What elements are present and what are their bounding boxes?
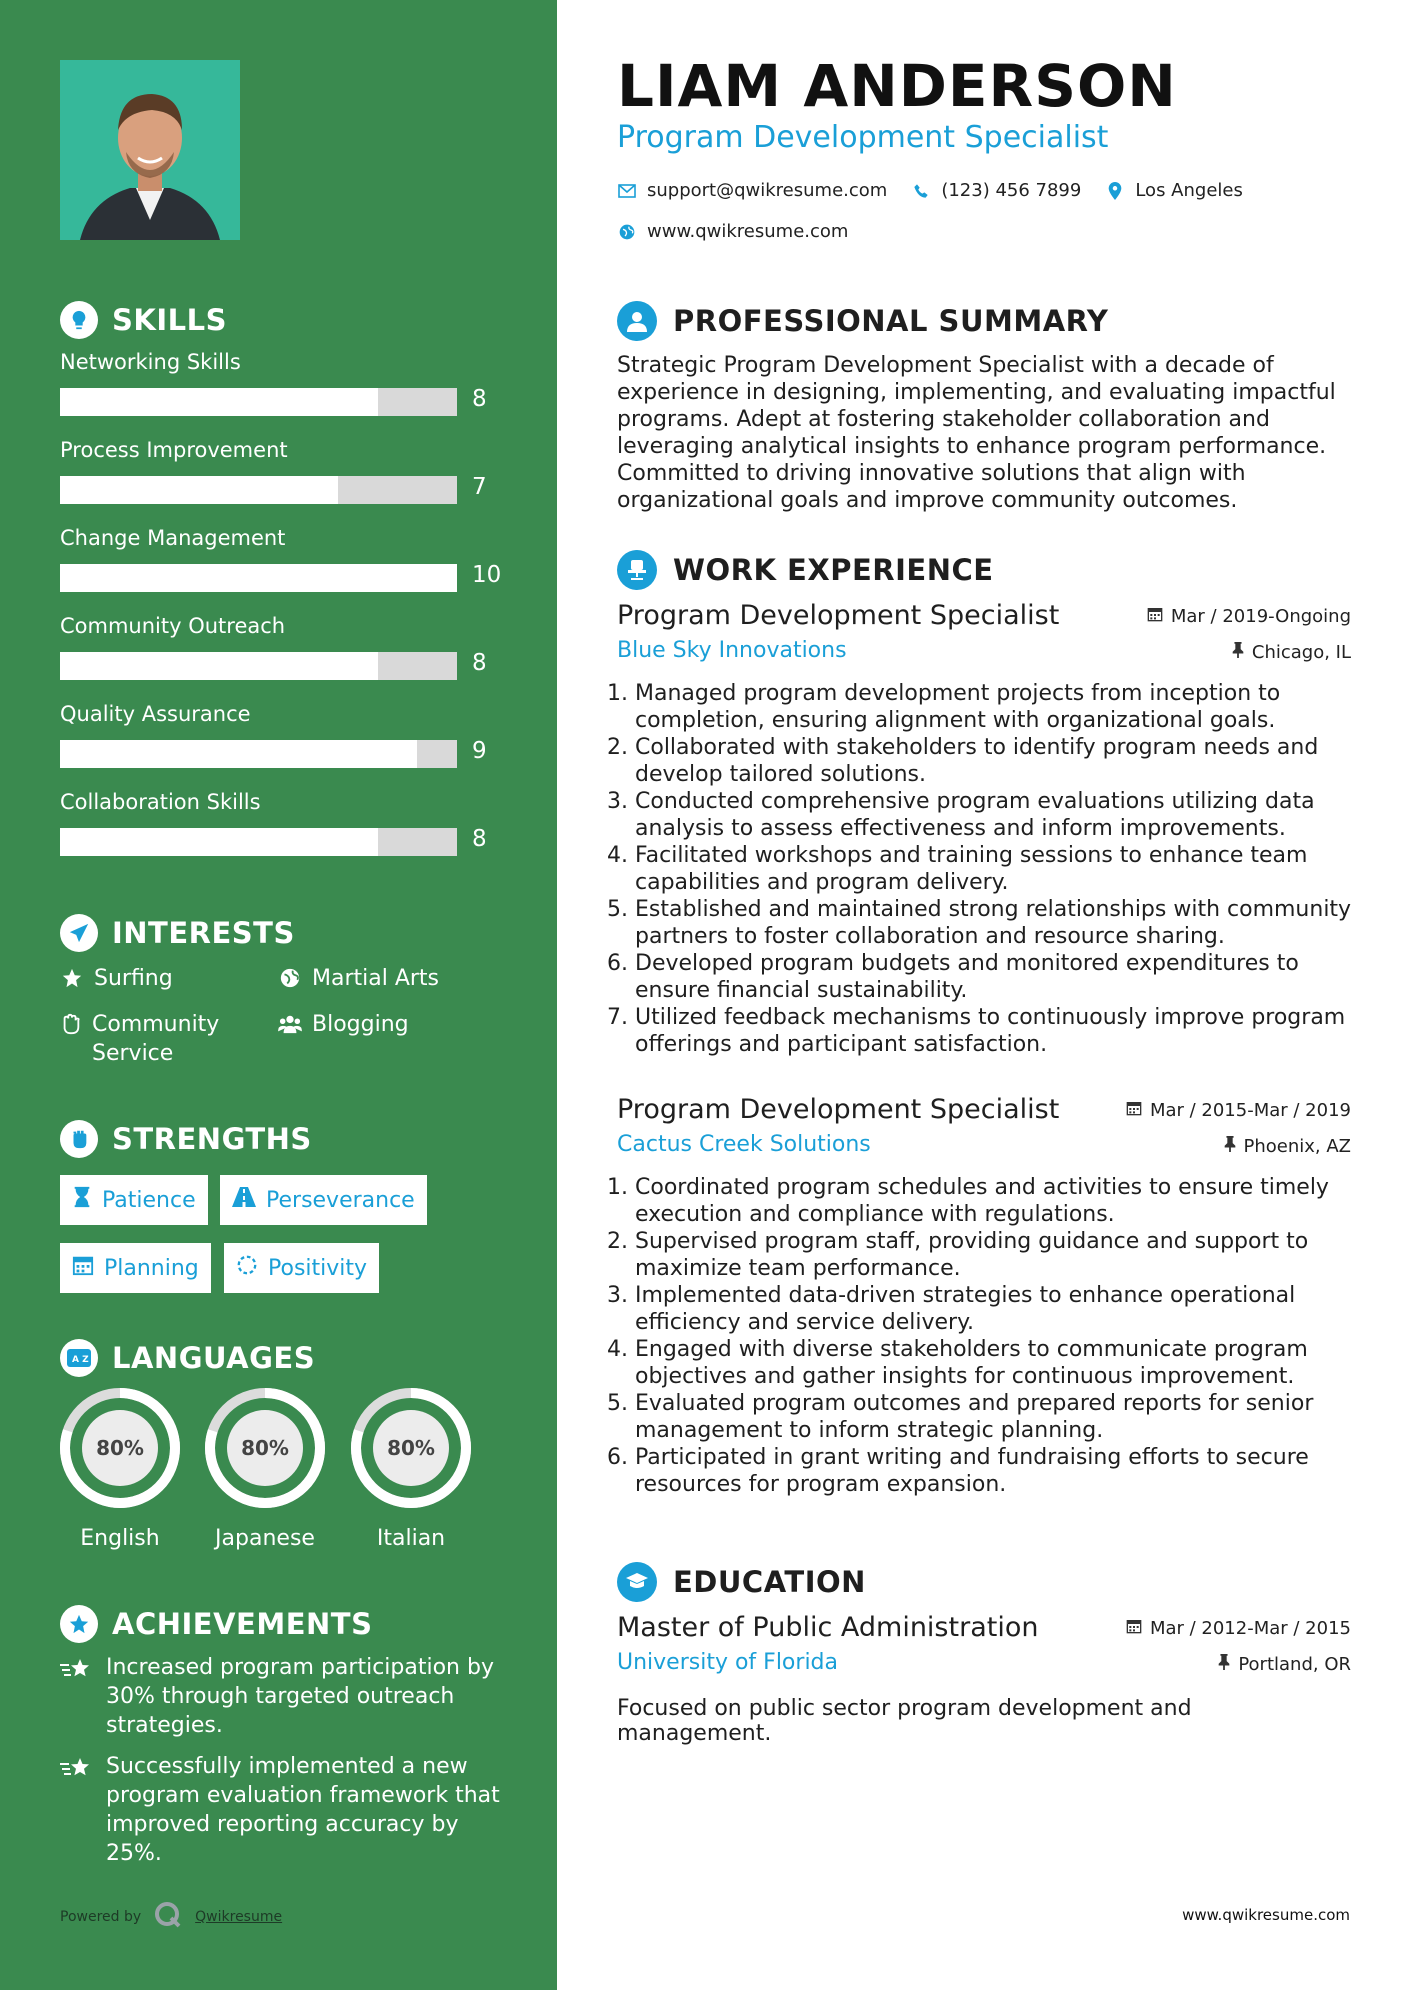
education-description: Focused on public sector program development and management. — [617, 1696, 1192, 1746]
map-marker-icon — [1105, 181, 1125, 201]
contact-row — [617, 180, 1243, 201]
education-title: EDUCATION — [673, 1565, 866, 1599]
achievement-item — [60, 1653, 500, 1740]
circle-notch-icon — [236, 1254, 258, 1282]
skill-bar — [60, 564, 457, 592]
job-duty: 1. Coordinated program schedules and activities to ensure timely execution and compliance with regulations. — [635, 1174, 1369, 1228]
job-location-text: Phoenix, AZ — [1243, 1136, 1351, 1157]
skill-bar — [60, 740, 457, 768]
interest-item — [60, 1010, 260, 1068]
skill-value: 9 — [472, 738, 487, 764]
strength-tag — [220, 1175, 427, 1225]
school-name: University of Florida — [617, 1650, 838, 1675]
job-entry — [617, 1094, 1351, 1497]
job-duty: 5. Evaluated program outcomes and prepared reports for senior management to inform strategic planning. — [635, 1390, 1369, 1444]
globe-icon — [278, 966, 302, 990]
strength-label: Planning — [104, 1255, 199, 1281]
skill-item — [60, 526, 520, 588]
skills-title: SKILLS — [112, 303, 227, 337]
skill-bar — [60, 828, 457, 856]
hand-icon — [60, 1012, 82, 1036]
skill-name: Change Management — [60, 526, 286, 550]
pin-icon — [1224, 1136, 1236, 1157]
job-duty: 2. Collaborated with stakeholders to identify program needs and develop tailored solutions. — [635, 734, 1369, 788]
hourglass-icon — [72, 1186, 92, 1214]
main-content — [557, 0, 1407, 1990]
skill-item — [60, 614, 520, 676]
strength-tag — [60, 1175, 208, 1225]
education-date-text: Mar / 2012-Mar / 2015 — [1149, 1618, 1351, 1639]
calendar-icon — [72, 1254, 94, 1282]
strengths-title: STRENGTHS — [112, 1122, 312, 1156]
powered-by-label: Powered by — [60, 1909, 142, 1925]
svg-text:A Z: A Z — [72, 1355, 89, 1365]
footer-website[interactable]: www.qwikresume.com — [1182, 1906, 1350, 1924]
shooting-star-icon — [60, 1655, 94, 1740]
candidate-title: Program Development Specialist — [617, 120, 1109, 155]
skill-value: 8 — [472, 826, 487, 852]
job-duty: 2. Supervised program staff, providing guidance and support to maximize team performance. — [635, 1228, 1369, 1282]
job-duty: 4. Facilitated workshops and training sessions to enhance team capabilities and program delivery. — [635, 842, 1369, 896]
language-item — [203, 1386, 327, 1551]
languages-heading — [60, 1339, 315, 1377]
job-title: Program Development Specialist — [617, 600, 1060, 631]
interests-heading — [60, 914, 295, 952]
work-heading — [617, 550, 994, 590]
strength-label: Patience — [102, 1187, 196, 1213]
phone-text[interactable]: (123) 456 7899 — [941, 180, 1082, 201]
interest-item — [278, 1010, 409, 1039]
language-ring — [349, 1386, 473, 1510]
job-duty: 6. Developed program budgets and monitored expenditures to ensure financial sustainability. — [635, 950, 1369, 1004]
skill-value: 8 — [472, 650, 487, 676]
summary-text: Strategic Program Development Specialist with a decade of experience in designing, implementing, and evaluating impactful programs. Adept at fostering stakeholder collaboration and leveraging analytical insights to enhance program performance. Committed to driving innovative solutions that align with organizational goals and improve community outcomes. — [617, 353, 1336, 513]
language-name: English — [80, 1526, 160, 1551]
summary-title: PROFESSIONAL SUMMARY — [673, 304, 1109, 338]
job-location — [1232, 642, 1351, 663]
job-date — [1126, 1100, 1351, 1121]
job-duty: 1. Managed program development projects from inception to completion, ensuring alignment with organizational goals. — [635, 680, 1369, 734]
qwikresume-link[interactable]: Qwikresume — [195, 1909, 283, 1925]
achievements-title: ACHIEVEMENTS — [112, 1607, 373, 1641]
education-heading — [617, 1562, 866, 1602]
pin-icon — [1218, 1654, 1230, 1675]
job-title: Program Development Specialist — [617, 1094, 1060, 1125]
road-icon — [232, 1187, 256, 1213]
achievement-text: Increased program participation by 30% through targeted outreach strategies. — [106, 1655, 494, 1738]
skill-value: 10 — [472, 562, 502, 588]
job-date — [1147, 606, 1351, 627]
user-icon — [617, 301, 657, 341]
website-row — [617, 221, 848, 242]
education-location-text: Portland, OR — [1238, 1654, 1351, 1675]
achievements-heading — [60, 1605, 372, 1643]
website-link[interactable]: www.qwikresume.com — [647, 221, 849, 242]
job-duties — [617, 680, 1369, 1058]
strength-label: Positivity — [268, 1255, 368, 1281]
skill-item — [60, 702, 520, 764]
lightbulb-icon — [60, 301, 98, 339]
language-name: Italian — [376, 1526, 446, 1551]
achievement-item — [60, 1752, 500, 1868]
skills-heading — [60, 301, 227, 339]
language-percent: 80% — [96, 1436, 144, 1460]
degree-title: Master of Public Administration — [617, 1612, 1039, 1643]
interest-item — [278, 964, 439, 993]
calendar-icon — [1147, 606, 1163, 627]
strength-label: Perseverance — [266, 1187, 415, 1213]
education-location — [1218, 1654, 1351, 1675]
skill-value: 8 — [472, 386, 487, 412]
sidebar — [0, 0, 557, 1990]
graduation-icon — [617, 1562, 657, 1602]
achievement-text: Successfully implemented a new program evaluation framework that improved reporting accuracy by 25%. — [106, 1754, 500, 1866]
office-chair-icon — [617, 550, 657, 590]
strength-tag — [60, 1243, 211, 1293]
job-duty: 3. Conducted comprehensive program evaluations utilizing data analysis to assess effectiveness and inform improvements. — [635, 788, 1369, 842]
skill-bar — [60, 476, 457, 504]
envelope-icon — [617, 181, 637, 201]
strength-tag — [224, 1243, 379, 1293]
profile-photo — [60, 60, 240, 240]
phone-icon — [911, 181, 931, 201]
pin-icon — [1232, 642, 1244, 663]
paper-plane-icon — [60, 914, 98, 952]
interest-label: Blogging — [312, 1012, 409, 1037]
education-date — [1126, 1618, 1351, 1639]
language-icon — [60, 1339, 98, 1377]
skill-name: Collaboration Skills — [60, 790, 261, 814]
job-duty: 5. Established and maintained strong relationships with community partners to foster collaboration and resource sharing. — [635, 896, 1369, 950]
skill-bar — [60, 652, 457, 680]
job-company: Cactus Creek Solutions — [617, 1132, 871, 1157]
interest-label: Community Service — [92, 1012, 220, 1066]
language-ring — [58, 1386, 182, 1510]
skill-name: Quality Assurance — [60, 702, 251, 726]
language-ring — [203, 1386, 327, 1510]
skill-item — [60, 790, 520, 852]
interests-title: INTERESTS — [112, 916, 295, 950]
skill-item — [60, 350, 520, 412]
star-icon — [60, 966, 84, 990]
email-text[interactable]: support@qwikresume.com — [647, 180, 888, 201]
skill-name: Process Improvement — [60, 438, 288, 462]
interest-label: Martial Arts — [312, 966, 440, 991]
interest-item — [60, 964, 173, 993]
language-percent: 80% — [241, 1436, 289, 1460]
language-item — [349, 1386, 473, 1551]
job-date-text: Mar / 2015-Mar / 2019 — [1149, 1100, 1351, 1121]
skill-bar — [60, 388, 457, 416]
users-icon — [278, 1012, 302, 1036]
skill-name: Networking Skills — [60, 350, 241, 374]
job-duty: 3. Implemented data-driven strategies to enhance operational efficiency and service delivery. — [635, 1282, 1369, 1336]
powered-by — [60, 1900, 282, 1934]
language-percent: 80% — [387, 1436, 435, 1460]
qwikresume-logo-icon — [153, 1900, 183, 1934]
languages-title: LANGUAGES — [112, 1341, 316, 1375]
job-duty: 4. Engaged with diverse stakeholders to communicate program objectives and gather insights for continuous improvement. — [635, 1336, 1369, 1390]
job-entry — [617, 600, 1352, 1057]
calendar-icon — [1126, 1100, 1142, 1121]
location-text: Los Angeles — [1135, 180, 1243, 201]
job-location-text: Chicago, IL — [1251, 642, 1351, 663]
candidate-name: LIAM ANDERSON — [617, 52, 1177, 120]
job-duty: 7. Utilized feedback mechanisms to continuously improve program offerings and participant satisfaction. — [635, 1004, 1369, 1058]
skill-name: Community Outreach — [60, 614, 286, 638]
language-item — [58, 1386, 182, 1551]
strengths-heading — [60, 1120, 312, 1158]
job-duties — [617, 1174, 1369, 1498]
language-name: Japanese — [215, 1526, 315, 1551]
star-badge-icon — [60, 1605, 98, 1643]
education-entry — [617, 1612, 1351, 1746]
job-duty: 6. Participated in grant writing and fundraising efforts to secure resources for program expansion. — [635, 1444, 1369, 1498]
calendar-icon — [1126, 1618, 1142, 1639]
shooting-star-icon — [60, 1754, 94, 1868]
fist-icon — [60, 1120, 98, 1158]
job-location — [1224, 1136, 1352, 1157]
job-date-text: Mar / 2019-Ongoing — [1170, 606, 1351, 627]
job-company: Blue Sky Innovations — [617, 638, 847, 663]
skill-value: 7 — [472, 474, 487, 500]
work-title: WORK EXPERIENCE — [673, 553, 994, 587]
summary-heading — [617, 301, 1108, 341]
skill-item — [60, 438, 520, 500]
interest-label: Surfing — [94, 966, 173, 991]
globe-icon — [617, 222, 637, 242]
